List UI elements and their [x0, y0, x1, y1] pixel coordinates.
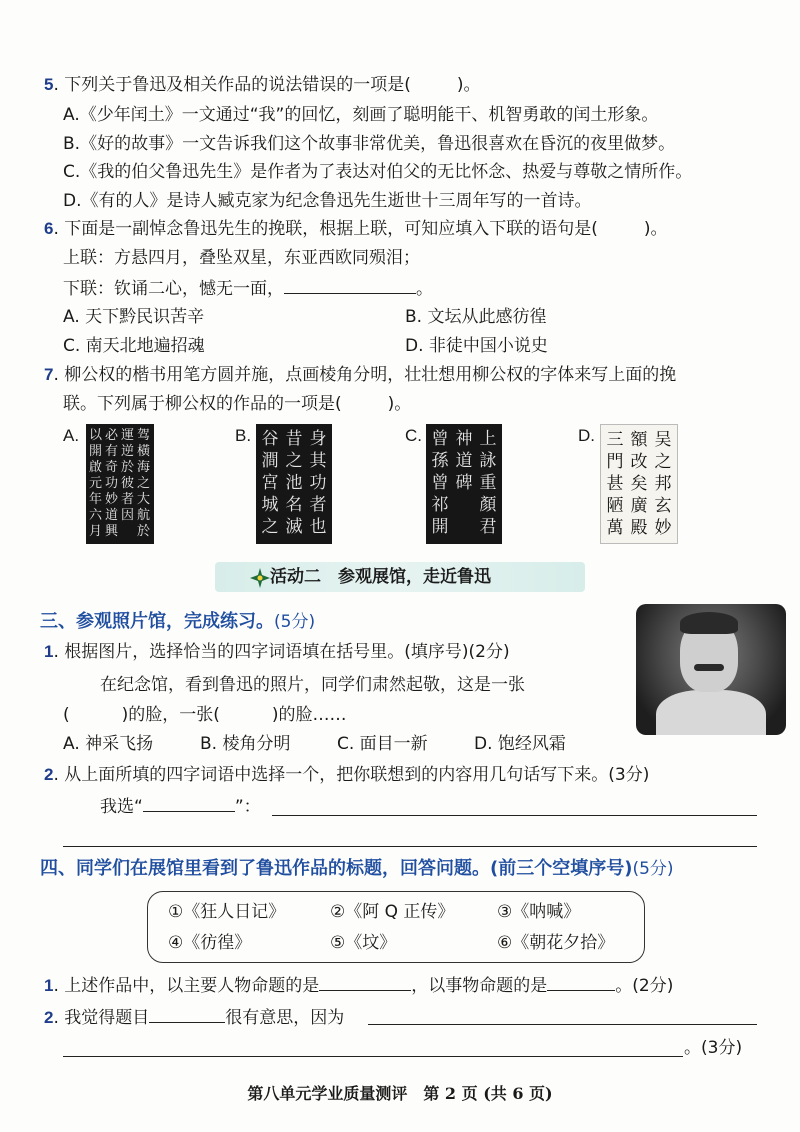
s3-q1-option-c: C. 面目一新: [337, 734, 428, 754]
q5-option-a: A.《少年闰土》一文通过“我”的回忆，刻画了聪明能干、机智勇敢的闰土形象。: [63, 105, 659, 125]
section-4-heading: [40, 857, 674, 881]
s3-q1-option-b: B. 棱角分明: [200, 734, 291, 754]
s3-q1-end: )的脸……: [271, 705, 347, 725]
s3-q2-prefix: 我选“: [100, 797, 143, 817]
q7-label-c: C.: [405, 426, 422, 445]
q7-number: 7: [44, 365, 54, 384]
q6-option-c: C. 南天北地遍招魂: [63, 336, 205, 356]
calligraphy-a-col-1: 以開啟元年六月: [88, 428, 102, 539]
q6-option-b: B. 文坛从此感彷徨: [405, 307, 547, 327]
work-title-1: ①《狂人日记》: [168, 902, 286, 922]
q7-label-d: D.: [578, 426, 595, 445]
s4-q2-writing-line-1[interactable]: [368, 1024, 757, 1025]
section-4-title: 四、同学们在展馆里看到了鲁迅作品的标题，回答问题。(前三个空填序号): [40, 858, 633, 879]
q6-lower-blank[interactable]: [284, 275, 416, 294]
s3-q1-stem: [44, 640, 510, 664]
section-3-heading: [40, 610, 315, 634]
s3-q1-mid: )的脸，一张(: [121, 705, 220, 725]
q6-lower-text: 下联：钦诵二心，憾无一面，: [63, 279, 284, 299]
section-4-points: (5分): [632, 859, 674, 879]
q7-label-a: A.: [63, 426, 80, 445]
calligraphy-a-col-4: 驾橫海之大航於: [136, 428, 150, 539]
calligraphy-a-col-3: 運逆於彼者因: [120, 428, 134, 523]
s4-q1: [44, 972, 673, 998]
section-3-points: (5分): [274, 612, 316, 632]
q7-stem-line2: [63, 392, 411, 416]
q5-option-d: D.《有的人》是诗人臧克家为纪念鲁迅先生逝世十三周年写的一首诗。: [63, 191, 592, 211]
calligraphy-sample-d[interactable]: [600, 424, 678, 544]
q5-stem: [44, 73, 481, 97]
s3-q1-stem-text: . 根据图片，选择恰当的四字词语填在括号里。(填序号)(2分): [53, 642, 510, 662]
s4-q1-text-a: . 上述作品中，以主要人物命题的是: [53, 976, 320, 996]
calligraphy-sample-b[interactable]: [256, 424, 332, 544]
calligraphy-c-col-1: 曾孫曾祁開: [431, 429, 449, 537]
s3-q1-paren-open: (: [63, 705, 70, 725]
calligraphy-d-col-3: 吴之邦玄妙: [654, 430, 672, 538]
calligraphy-d-col-2: 額改矣廣殿: [630, 430, 648, 538]
q6-lower-couplet: [63, 275, 433, 301]
q5-option-b: B.《好的故事》一文告诉我们这个故事非常优美，鲁迅很喜欢在昏沉的夜里做梦。: [63, 134, 676, 154]
sparkle-icon: [250, 568, 270, 588]
calligraphy-b-col-2: 昔之池名滅: [285, 429, 303, 537]
work-title-5: ⑤《坟》: [330, 933, 397, 953]
s3-q2-writing-line-2[interactable]: [63, 846, 757, 847]
q5-stem-end: )。: [456, 75, 481, 95]
lu-xun-portrait-photo: [636, 604, 786, 735]
s4-q2-end: 。(3分): [684, 1038, 743, 1058]
s3-q1-line2: [63, 703, 347, 727]
s3-q2-choice-blank[interactable]: [143, 793, 235, 812]
q5-stem-text: . 下列关于鲁迅及相关作品的说法错误的一项是(: [53, 75, 411, 95]
s4-q2-text-a: . 我觉得题目: [53, 1008, 150, 1028]
s4-q1-person-blank[interactable]: [319, 972, 411, 991]
section-3-title: 三、参观照片馆，完成练习。: [40, 611, 274, 632]
q7-stem-end: )。: [387, 394, 412, 414]
s3-q2-suffix: ”：: [234, 797, 261, 817]
page-footer: 第八单元学业质量测评 第 2 页 (共 6 页): [247, 1084, 553, 1103]
calligraphy-sample-a[interactable]: [86, 424, 154, 544]
calligraphy-b-col-3: 身其功者也: [309, 429, 327, 537]
s4-q2-number: 2: [44, 1008, 54, 1027]
work-title-2: ②《阿 Q 正传》: [330, 902, 455, 922]
s4-q2-title-blank[interactable]: [149, 1004, 225, 1023]
q6-stem-end: )。: [643, 219, 668, 239]
calligraphy-a-col-2: 必有奇功妙道興: [104, 428, 118, 539]
q7-stem-text: . 柳公权的楷书用笔方圆并施，点画棱角分明，壮壮想用柳公权的字体来写上面的挽: [53, 365, 677, 385]
s4-q1-text-b: ，以事物命题的是: [411, 976, 548, 996]
s3-q1-option-d: D. 饱经风霜: [474, 734, 566, 754]
q6-number: 6: [44, 219, 54, 238]
q5-number: 5: [44, 75, 54, 94]
s4-q1-number: 1: [44, 976, 54, 995]
q6-stem: [44, 217, 668, 241]
work-title-6: ⑥《朝花夕拾》: [497, 933, 615, 953]
q7-label-b: B.: [235, 426, 252, 445]
s3-q2-number: 2: [44, 765, 54, 784]
q7-stem-line1: [44, 363, 676, 387]
q5-option-c: C.《我的伯父鲁迅先生》是作者为了表达对伯父的无比怀念、热爱与尊敬之情所作。: [63, 162, 693, 182]
q6-option-a: A. 天下黔民识苦辛: [63, 307, 205, 327]
s3-q1-line1: 在纪念馆，看到鲁迅的照片，同学们肃然起敬，这是一张: [100, 675, 525, 695]
calligraphy-c-col-3: 上詠重顏君: [479, 429, 497, 537]
work-title-3: ③《呐喊》: [497, 902, 581, 922]
calligraphy-sample-c[interactable]: [426, 424, 502, 544]
s3-q2-choice: [100, 793, 261, 819]
q7-stem-text2: 联。下列属于柳公权的作品的一项是(: [63, 394, 342, 414]
s3-q1-option-a: A. 神采飞扬: [63, 734, 154, 754]
calligraphy-c-col-2: 神道碑: [455, 429, 473, 493]
work-title-4: ④《彷徨》: [168, 933, 252, 953]
s4-q2-writing-line-2[interactable]: [63, 1056, 683, 1057]
s4-q2-text-b: 很有意思，因为: [225, 1008, 345, 1028]
s4-q1-object-blank[interactable]: [547, 972, 615, 991]
s3-q1-number: 1: [44, 642, 54, 661]
calligraphy-d-col-1: 三門甚陋萬: [606, 430, 624, 538]
q6-option-d: D. 非徒中国小说史: [405, 336, 548, 356]
activity-banner-title: 活动二 参观展馆，走近鲁迅: [270, 567, 491, 587]
s3-q2-stem: [44, 763, 649, 787]
calligraphy-b-col-1: 谷澗宮城之: [261, 429, 279, 537]
s3-q2-writing-line-1[interactable]: [272, 815, 757, 816]
q6-stem-text: . 下面是一副悼念鲁迅先生的挽联，根据上联，可知应填入下联的语句是(: [53, 219, 598, 239]
q6-lower-end: 。: [416, 279, 433, 299]
q6-upper-couplet: 上联：方悬四月，叠坠双星，东亚西欧同殒泪；: [63, 248, 420, 268]
s4-q1-text-c: 。(2分): [615, 976, 674, 996]
s3-q2-stem-text: . 从上面所填的四字词语中选择一个，把你联想到的内容用几句话写下来。(3分): [53, 765, 650, 785]
s4-q2: [44, 1004, 344, 1030]
